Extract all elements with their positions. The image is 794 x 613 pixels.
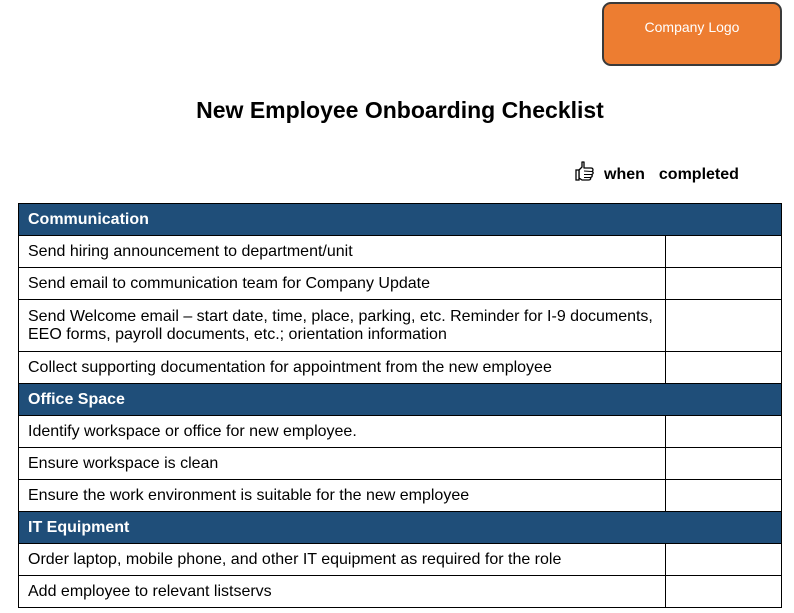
hint-word-when: when <box>604 166 645 183</box>
checklist-row <box>19 416 782 448</box>
checklist-item-text: Collect supporting documentation for appointment from the new employee <box>19 352 666 384</box>
thumbs-up-icon <box>575 161 595 183</box>
completion-cell[interactable] <box>666 236 782 268</box>
section-header-it-equipment <box>19 512 782 544</box>
completion-cell[interactable] <box>666 352 782 384</box>
checklist-item-text: Add employee to relevant listservs <box>19 576 666 608</box>
completion-cell[interactable] <box>666 576 782 608</box>
checklist-row <box>19 300 782 352</box>
checklist-row <box>19 236 782 268</box>
company-logo: Company Logo <box>602 2 782 66</box>
page-title: New Employee Onboarding Checklist <box>196 97 604 123</box>
checklist-item-text: Send hiring announcement to department/unit <box>19 236 666 268</box>
checklist-item-text: Order laptop, mobile phone, and other IT equipment as required for the role <box>19 544 666 576</box>
section-header-office-space <box>19 384 782 416</box>
section-title: Communication <box>19 204 782 236</box>
completion-cell[interactable] <box>666 480 782 512</box>
checklist-item-text: Send Welcome email – start date, time, place, parking, etc. Reminder for I-9 documents, EEO forms, payroll documents, etc.; orientation information <box>19 300 666 352</box>
section-title: Office Space <box>19 384 782 416</box>
completion-cell[interactable] <box>666 300 782 352</box>
onboarding-checklist-table <box>18 203 782 608</box>
checklist-item-text: Send email to communication team for Company Update <box>19 268 666 300</box>
checklist-item-text: Identify workspace or office for new employee. <box>19 416 666 448</box>
checklist-item-text: Ensure the work environment is suitable for the new employee <box>19 480 666 512</box>
checklist-row <box>19 448 782 480</box>
completed-hint <box>575 166 739 184</box>
section-header-communication <box>19 204 782 236</box>
completion-cell[interactable] <box>666 268 782 300</box>
checklist-row <box>19 576 782 608</box>
completion-cell[interactable] <box>666 416 782 448</box>
completion-cell[interactable] <box>666 448 782 480</box>
checklist-row <box>19 268 782 300</box>
section-title: IT Equipment <box>19 512 782 544</box>
checklist-row <box>19 352 782 384</box>
completion-cell[interactable] <box>666 544 782 576</box>
checklist-row <box>19 544 782 576</box>
hint-word-completed: completed <box>658 166 739 183</box>
checklist-item-text: Ensure workspace is clean <box>19 448 666 480</box>
checklist-row <box>19 480 782 512</box>
